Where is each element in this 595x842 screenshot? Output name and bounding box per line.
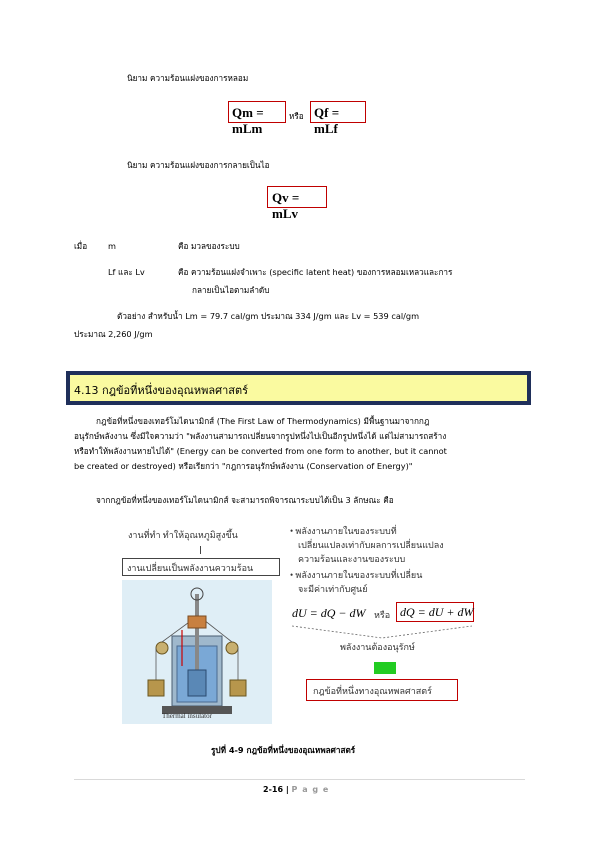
section-heading: 4.13 กฎข้อที่หนึ่งของอุณหพลศาสตร์	[74, 384, 249, 397]
section-heading-box	[70, 375, 527, 401]
figure-bottom-box-text: กฎข้อที่หนึ่งทางอุณหพลศาสตร์	[313, 686, 432, 696]
where-term-symbol: Lf และ Lv	[108, 267, 145, 277]
vaporization-formula: Qv = mLv	[272, 190, 300, 221]
fusion-formula-box-b	[310, 101, 366, 136]
figure-left-box	[122, 558, 280, 576]
figure-bottom-box	[306, 679, 458, 701]
example-line1: ตัวอย่าง สำหรับน้ำ Lm = 79.7 cal/gm ประมาณ 334 J/gm และ Lv = 539 cal/gm	[117, 311, 420, 321]
figure-first-law	[118, 520, 478, 735]
apparatus-illustration	[122, 580, 272, 724]
where-term-meaning-cont: กลายเป็นไอตามลำดับ	[192, 285, 270, 295]
fusion-connector: หรือ	[289, 111, 304, 121]
figure-bullet-1	[290, 524, 444, 566]
fusion-formula-b: Qf = mLf	[314, 105, 340, 136]
bullet-line: จะมีค่าเท่ากับศูนย์	[298, 584, 368, 594]
apparatus-label: Thermal insulator	[162, 712, 212, 720]
figure-top-left-text: งานที่ทำ ทำให้อุณหภูมิสูงขึ้น	[128, 530, 238, 540]
bullet-line: ความร้อนและงานของระบบ	[298, 554, 406, 564]
page-word: P a g e	[291, 785, 330, 794]
figure-bullet-2	[290, 568, 422, 596]
body-line: หรือทำให้พลังงานหายไปได้" (Energy can be converted from one form to another, but it cannot	[74, 446, 447, 456]
body-line: กฎข้อที่หนึ่งของเทอร์โมไดนามิกส์ (The First Law of Thermodynamics) มีพื้นฐานมาจากกฎ	[96, 416, 430, 426]
figure-caption: รูปที่ 4-9 กฎข้อที่หนึ่งของอุณหพลศาสตร์	[211, 745, 356, 755]
example-line2: ประมาณ 2,260 J/gm	[74, 329, 153, 339]
body-line: อนุรักษ์พลังงาน ซึ่งมีใจความว่า "พลังงานสามารถเปลี่ยนจากรูปหนึ่งไปเป็นอีกรูปหนึ่งได้ แต่ไม่สามารถสร้าง	[74, 431, 447, 441]
green-down-arrow	[374, 662, 396, 674]
body-paragraph-2: จากกฎข้อที่หนึ่งของเทอร์โมไดนามิกส์ จะสามารถพิจารณาระบบได้เป็น 3 ลักษณะ คือ	[96, 495, 394, 505]
brace-text: พลังงานต้องอนุรักษ์	[340, 642, 415, 652]
where-label: เมื่อ	[74, 241, 88, 251]
footer-separator: |	[285, 785, 289, 794]
bullet-line: • พลังงานภายในของระบบที่	[290, 526, 397, 536]
vaporization-definition: นิยาม ความร้อนแฝงของการกลายเป็นไอ	[127, 160, 270, 170]
vaporization-formula-box	[267, 186, 327, 221]
brace-dashes	[290, 624, 474, 640]
footer-divider	[74, 779, 525, 780]
body-line: be created or destroyed) หรือเรียกว่า "กฎการอนุรักษ์พลังงาน (Conservation of Energy)"	[74, 461, 413, 471]
page-number: 2-16	[263, 785, 284, 794]
where-term-meaning: คือ มวลของระบบ	[178, 241, 240, 251]
where-term-meaning: คือ ความร้อนแฝงจำเพาะ (specific latent heat) ของการหลอมเหลวและการ	[178, 267, 453, 277]
footer	[263, 785, 329, 794]
where-term-symbol: m	[108, 241, 116, 251]
fusion-formula-box-a	[228, 101, 286, 136]
bullet-line: • พลังงานภายในของระบบที่เปลี่ยน	[290, 570, 423, 580]
equation-right-box	[396, 602, 474, 622]
figure-left-box-text: งานเปลี่ยนเป็นพลังงานความร้อน	[127, 563, 254, 573]
figure-down-arrow	[200, 546, 201, 554]
equation-right: dQ = dU + dW	[400, 605, 474, 619]
fusion-definition: นิยาม ความร้อนแฝงของการหลอม	[127, 73, 249, 83]
equation-connector: หรือ	[374, 610, 391, 620]
equation-left: dU = dQ − dW	[292, 606, 366, 620]
fusion-formula-a: Qm = mLm	[232, 105, 264, 136]
body-paragraph	[74, 414, 524, 474]
bullet-line: เปลี่ยนแปลงเท่ากับผลการเปลี่ยนแปลง	[298, 540, 444, 550]
